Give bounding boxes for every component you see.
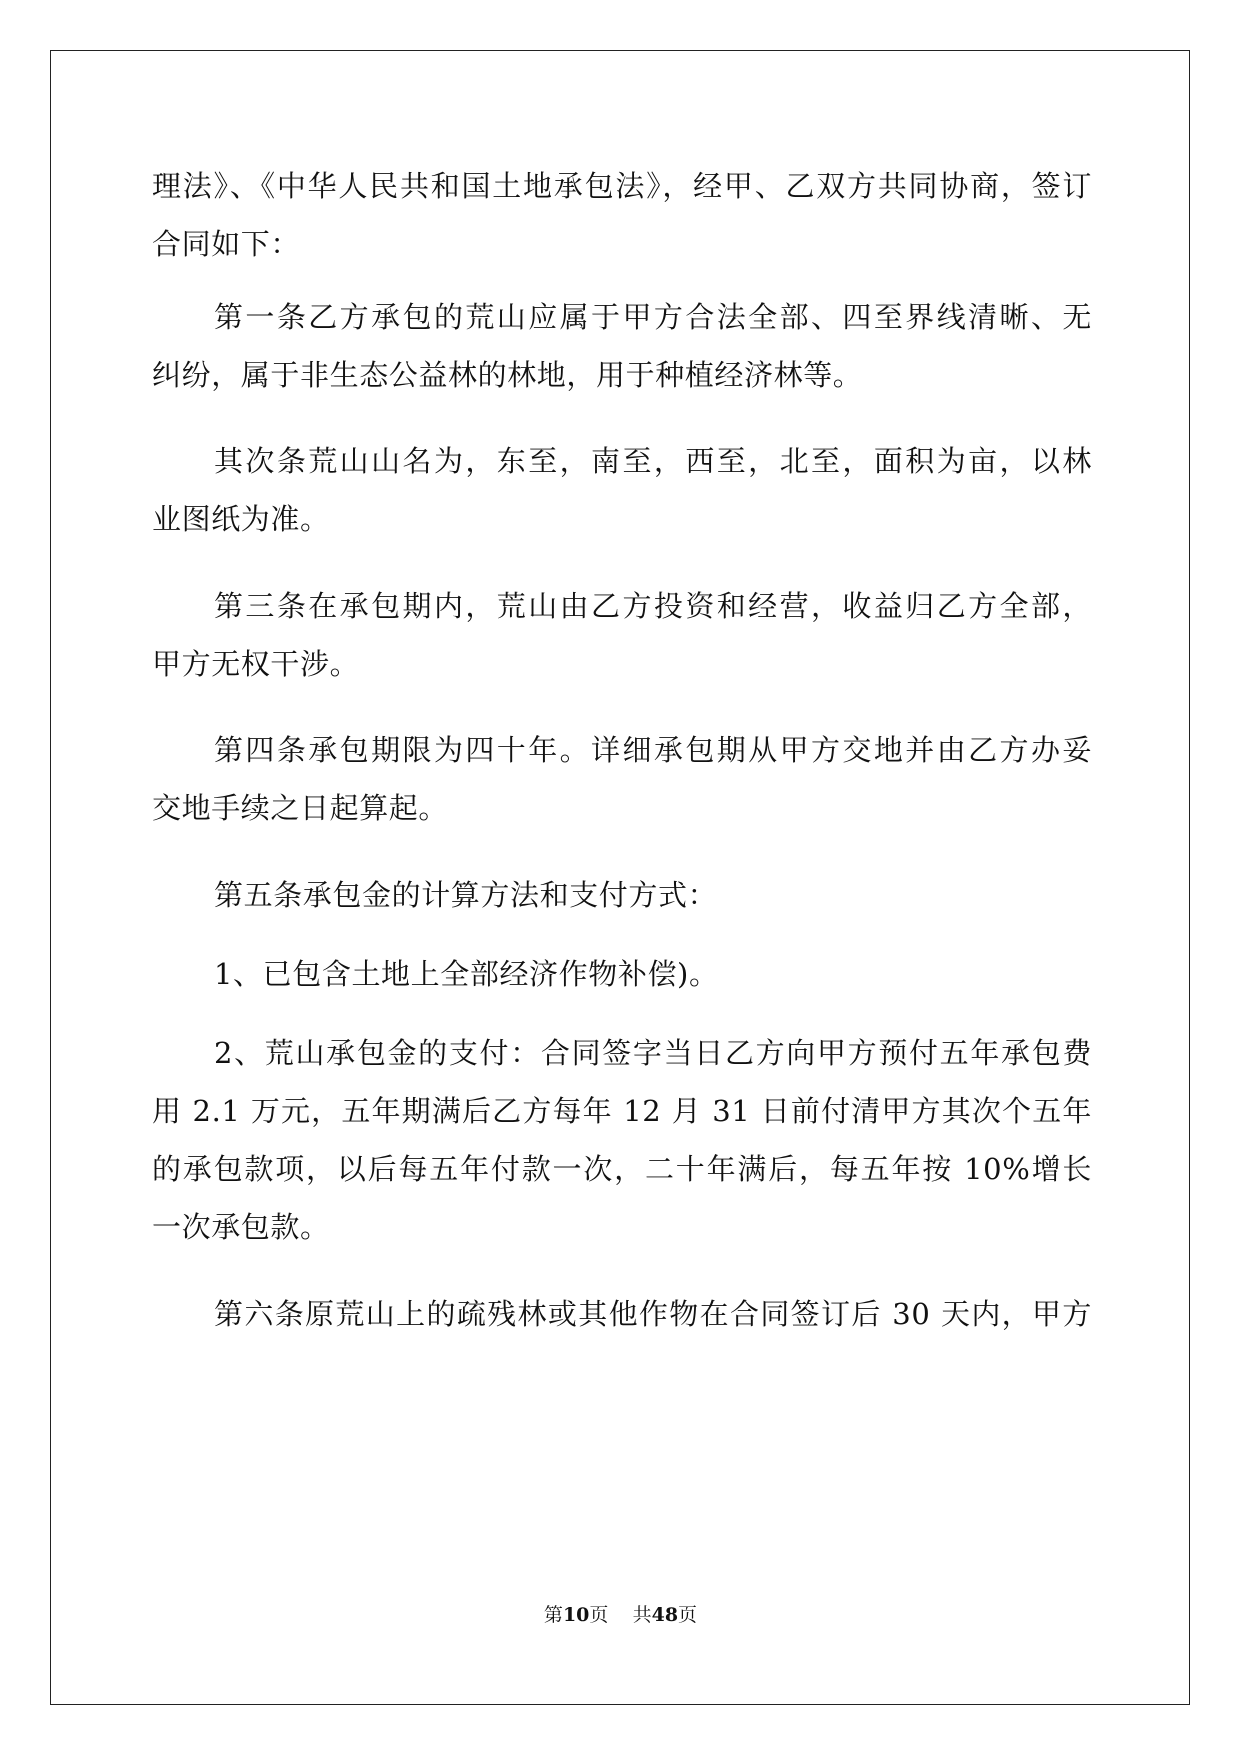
text-line: 其次条荒山山名为，东至，南至，西至，北至，面积为亩，以林 (214, 444, 1092, 478)
footer-total-unit: 页 (678, 1604, 698, 1626)
text-line: 第六条原荒山上的疏残林或其他作物在合同签订后 30 天内，甲方 (214, 1297, 1092, 1331)
current-page-number: 10 (562, 1604, 590, 1626)
text-line: 一次承包款。 (152, 1210, 330, 1244)
text-line: 用 2.1 万元，五年期满后乙方每年 12 月 31 日前付清甲方其次个五年 (152, 1094, 1092, 1128)
text-line: 2、荒山承包金的支付：合同签字当日乙方向甲方预付五年承包费 (214, 1036, 1092, 1070)
footer-prefix: 第 (543, 1604, 563, 1626)
text-line: 合同如下： (152, 227, 301, 261)
text-line: 第三条在承包期内，荒山由乙方投资和经营，收益归乙方全部， (214, 589, 1092, 623)
text-line: 第一条乙方承包的荒山应属于甲方合法全部、四至界线清晰、无 (214, 300, 1092, 334)
text-line: 的承包款项，以后每五年付款一次，二十年满后，每五年按 10%增长 (152, 1152, 1092, 1186)
text-line: 第五条承包金的计算方法和支付方式： (214, 878, 718, 912)
text-line: 理法》、《中华人民共和国土地承包法》，经甲、乙双方共同协商，签订 (152, 169, 1092, 203)
text-line: 业图纸为准。 (152, 502, 330, 536)
text-line: 交地手续之日起算起。 (152, 791, 449, 825)
text-line: 甲方无权干涉。 (152, 647, 360, 681)
total-page-count: 48 (651, 1604, 679, 1626)
text-line: 1、已包含土地上全部经济作物补偿)。 (214, 957, 719, 991)
footer-page-unit: 页 (589, 1604, 609, 1626)
footer-total-prefix: 共 (632, 1604, 652, 1626)
text-line: 纠纷，属于非生态公益林的林地，用于种植经济林等。 (152, 358, 863, 392)
text-line: 第四条承包期限为四十年。详细承包期从甲方交地并由乙方办妥 (214, 733, 1092, 767)
page-footer (0, 1600, 1241, 1627)
